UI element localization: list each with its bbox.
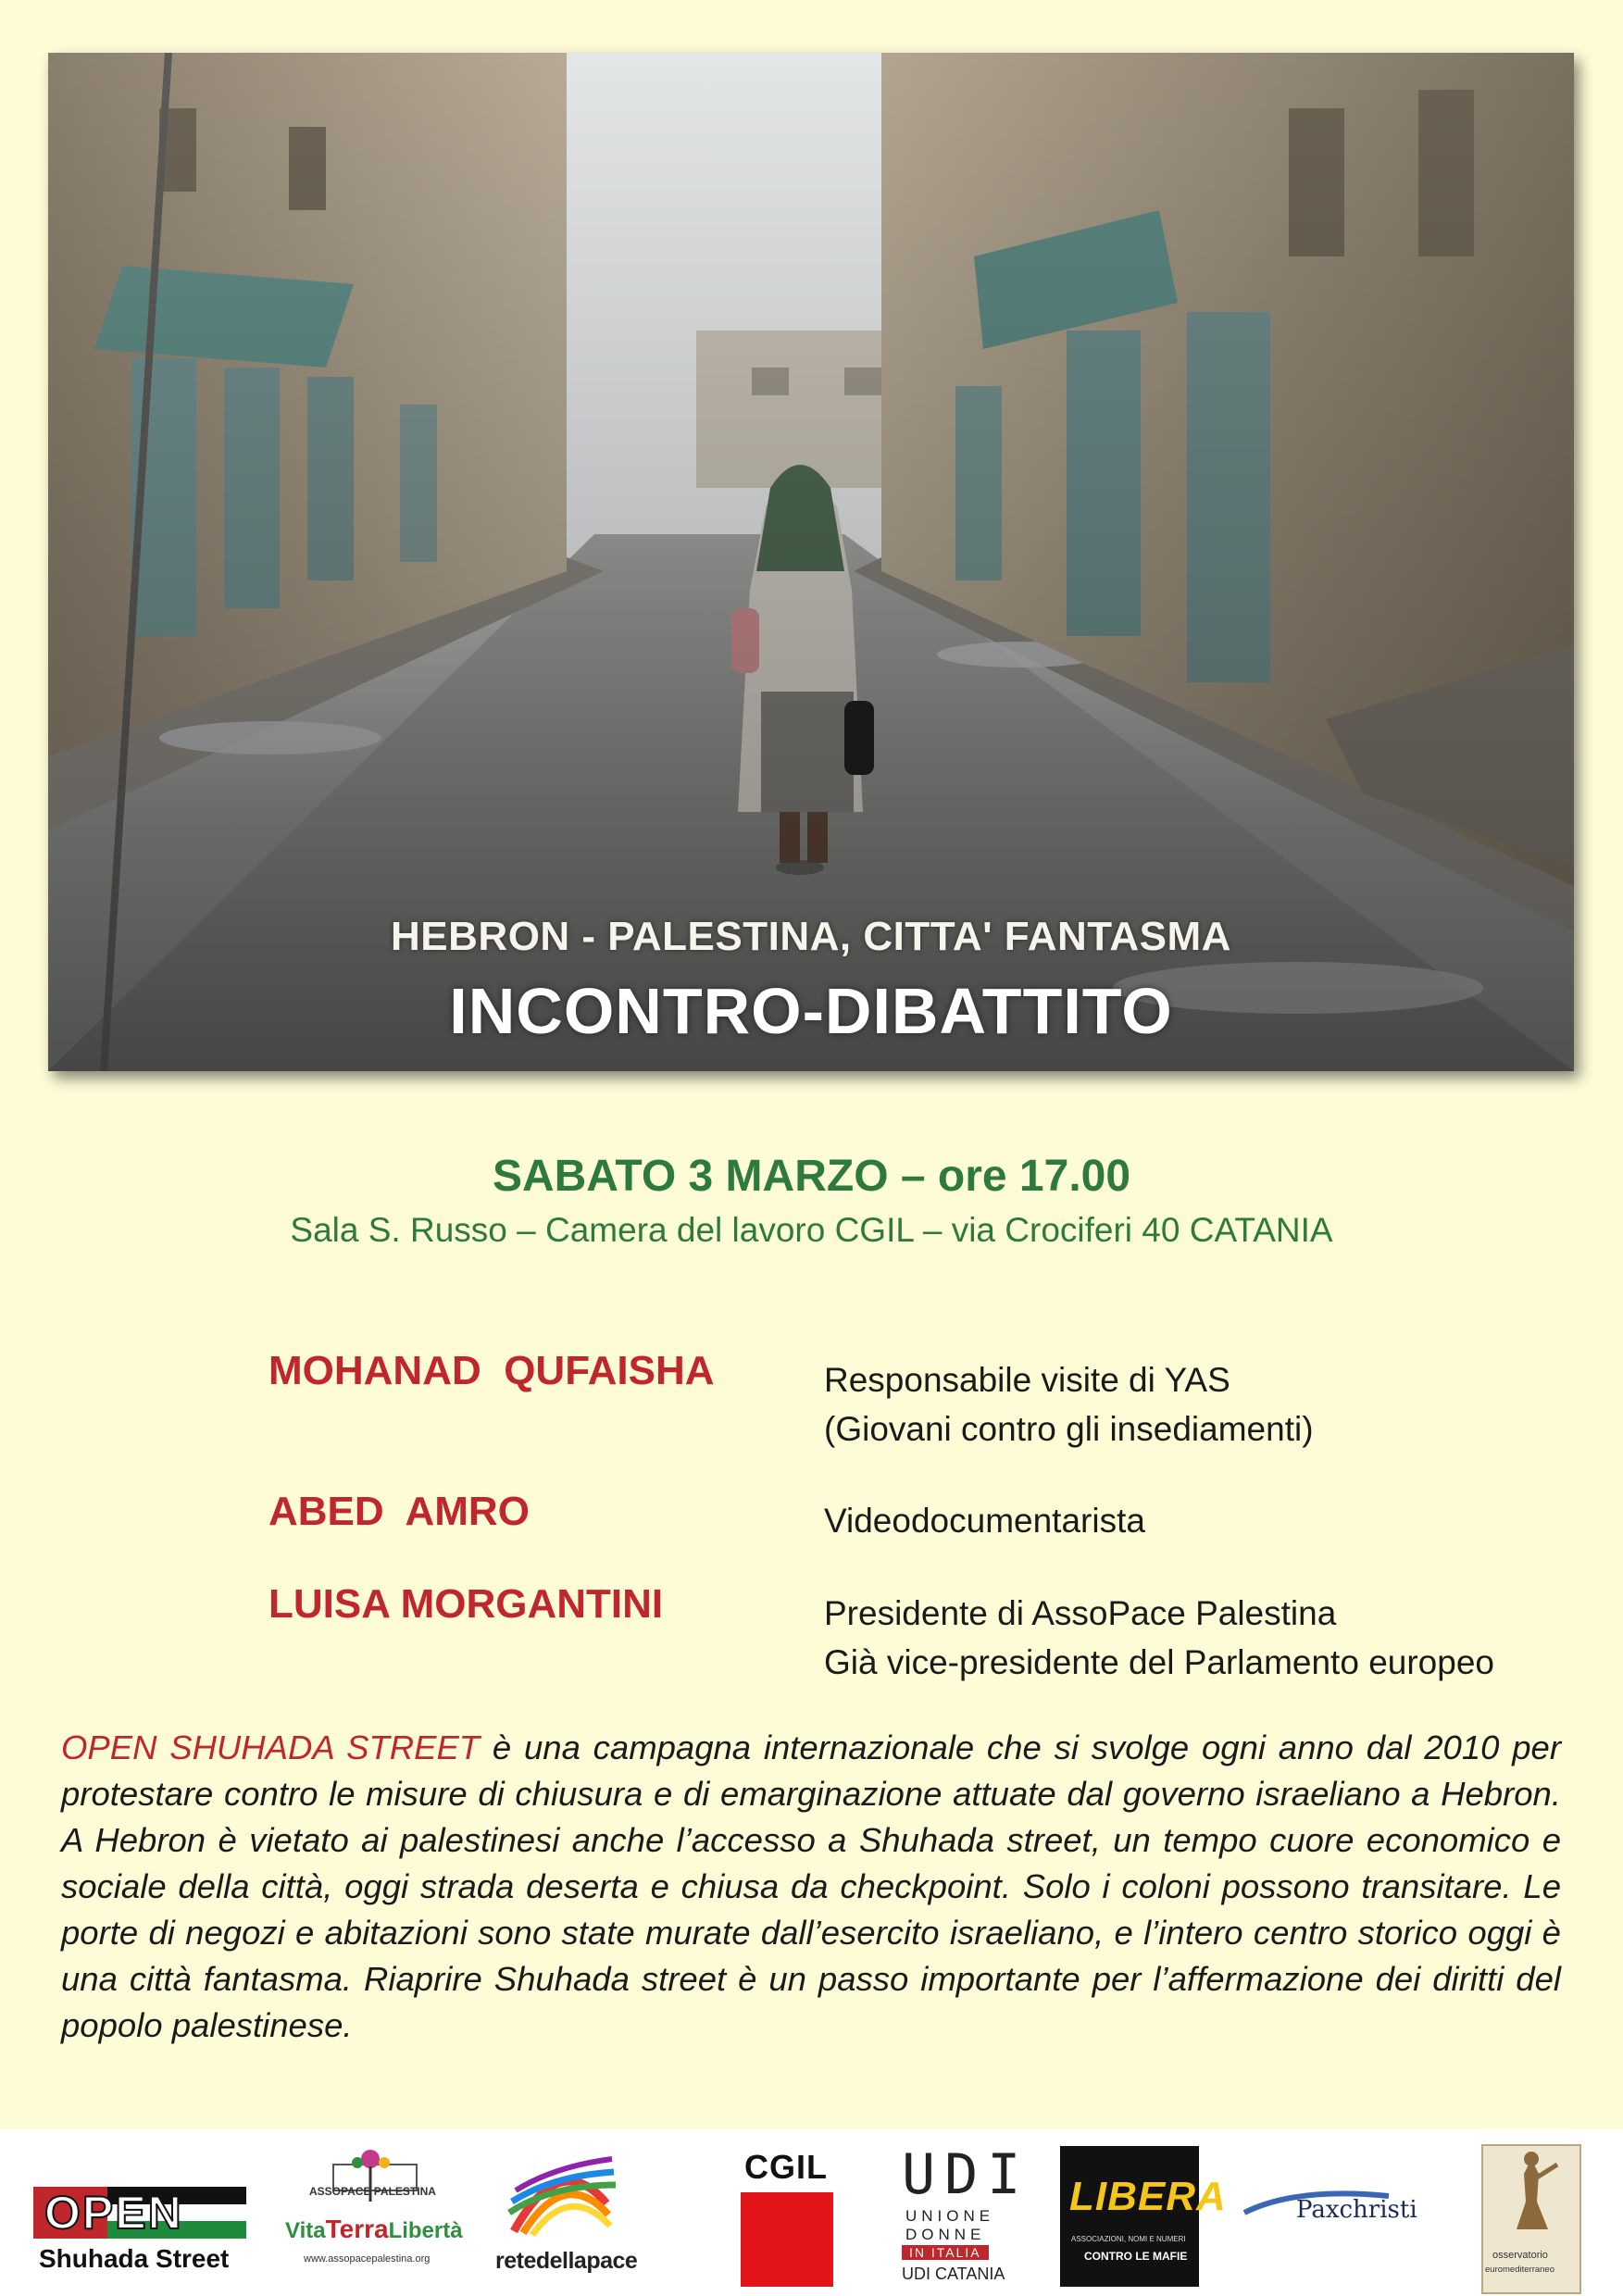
speaker-name: ABED AMRO: [268, 1489, 530, 1534]
campaign-description: [61, 1725, 1561, 2049]
udi-logo: [898, 2142, 1030, 2290]
udi-big: UDI: [902, 2142, 1030, 2207]
udi-line2: DONNE: [905, 2226, 986, 2243]
assopace-motto: [285, 2215, 463, 2244]
libera-sub1: ASSOCIAZIONI, NOMI E NUMERI: [1071, 2235, 1186, 2243]
speaker-name: LUISA MORGANTINI: [268, 1581, 664, 1627]
osservatorio-line2: euromediterraneo: [1485, 2265, 1554, 2275]
speaker-role-line: Responsabile visite di YAS: [824, 1361, 1230, 1399]
udi-city: UDI CATANIA: [902, 2265, 1005, 2283]
assopace-top: ASSOPACE PALESTINA: [309, 2185, 436, 2198]
assopace-logo: [278, 2148, 463, 2287]
campaign-name: OPEN SHUHADA STREET: [61, 1728, 481, 1766]
assopace-url: www.assopacepalestina.org: [304, 2253, 431, 2265]
speaker-role: [824, 1589, 1494, 1687]
open-word: OPEN: [44, 2187, 183, 2239]
libera-logo: [1060, 2146, 1227, 2287]
paxchristi-logo: [1241, 2185, 1426, 2240]
cgil-red-block: [741, 2192, 833, 2287]
speaker-role: [824, 1496, 1145, 1545]
osservatorio-line1: osservatorio: [1492, 2250, 1548, 2261]
retedellapace-text: retedellapace: [495, 2248, 638, 2274]
campaign-text: è una campagna internazionale che si svolge ogni anno dal 2010 per protestare contro le misure di chiusura e di emarginazione attuate dal governo israeliano a Hebron. A Hebron è vietato ai palestinesi anche l’accesso a Shuhada street, un tempo cuore economico e sociale della città, oggi strada deserta e chiusa da checkpoint. Solo i coloni possono transitare. Le porte di negozi e abitazioni sono state murate dall’esercito israeliano, e l’intero centro storico oggi è una città fantasma. Riaprire Shuhada street è un passo importante per l’affermazione dei diritti del popolo palestinese.: [61, 1728, 1561, 2044]
speaker-role-line: Già vice-presidente del Parlamento europeo: [824, 1643, 1494, 1681]
speaker-role-line: (Giovani contro gli insediamenti): [824, 1410, 1314, 1448]
udi-line1: UNIONE: [905, 2207, 995, 2225]
open-sub: Shuhada Street: [39, 2244, 230, 2273]
udi-line3: IN ITALIA: [902, 2245, 989, 2260]
cgil-logo: [741, 2148, 833, 2287]
rainbow-icon: [495, 2148, 625, 2240]
event-venue: Sala S. Russo – Camera del lavoro CGIL – via Crociferi 40 CATANIA: [290, 1211, 1333, 1249]
open-shuhada-logo: [33, 2187, 246, 2279]
event-date: SABATO 3 MARZO – ore 17.00: [492, 1152, 1131, 1201]
motto-liberta: Libertà: [388, 2218, 463, 2243]
hero-subtitle: HEBRON - PALESTINA, CITTA' FANTASMA: [391, 914, 1231, 959]
osservatorio-logo: [1481, 2144, 1581, 2294]
statue-icon: [1483, 2146, 1579, 2248]
retedellapace-logo: [495, 2148, 638, 2287]
sponsor-logos: [0, 2129, 1623, 2296]
speaker-role-line: Presidente di AssoPace Palestina: [824, 1594, 1337, 1632]
hero-photo: [48, 53, 1574, 1071]
paxchristi-text: Paxchristi: [1296, 2196, 1417, 2224]
libera-text: LIBERA: [1069, 2174, 1227, 2219]
speaker-name: MOHANAD QUFAISHA: [268, 1348, 715, 1393]
motto-vita: Vita: [285, 2218, 326, 2243]
libera-sub2: CONTRO LE MAFIE: [1084, 2250, 1188, 2263]
speaker-role-line: Videodocumentarista: [824, 1502, 1145, 1540]
cgil-text: CGIL: [744, 2148, 828, 2186]
speaker-role: [824, 1355, 1314, 1454]
hero-title: INCONTRO-DIBATTITO: [449, 975, 1173, 1047]
motto-terra: Terra: [325, 2215, 389, 2243]
